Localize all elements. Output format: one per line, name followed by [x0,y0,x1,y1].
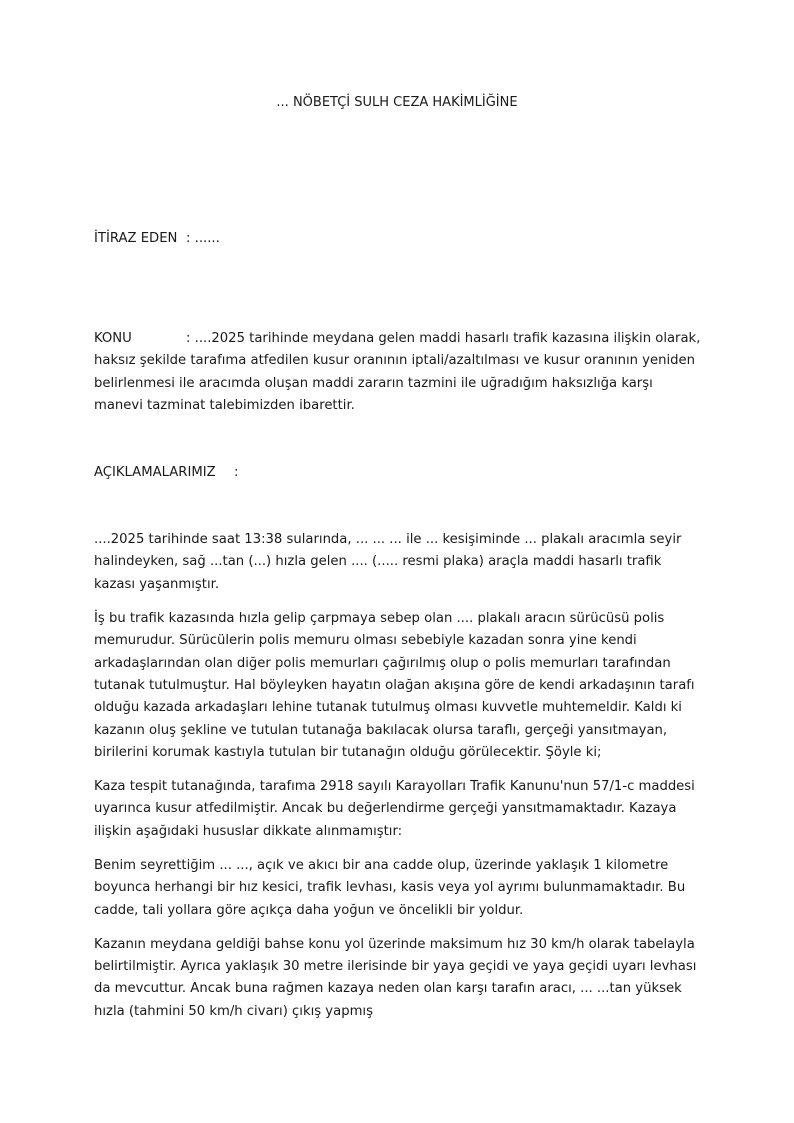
paragraph: İş bu trafik kazasında hızla gelip çarpmaya sebep olan .... plakalı aracın sürücüsü polis memurudur. Sürücülerin polis memuru olması sebebiyle kazadan sonra yine kendi arkadaşlarından olan diğer polis memurları çağırılmış olup o polis memurları tarafından tutanak tutulmuştur. Hal böyleyken hayatın olağan akışına göre de kendi arkadaşının tarafı olduğu kazada arkadaşları lehine tutanak tutulmuş olması kuvvetle muhtemeldir. Kaldı ki kazanın oluş şekline ve tutulan tutanağa bakılacak olursa taraflı, gerçeği yansıtmayan, birilerini korumak kastıyla tutulan bir tutanağın olduğu görülecektir. Şöyle ki; [94,610,695,761]
paragraph: ....2025 tarihinde saat 13:38 sularında, ... ... ... ile ... kesişiminde ... plakalı aracımla seyir halindeyken, sağ ...tan (...) hızla gelen .... (..... resmi plaka) araçla maddi hasarlı trafik kazası yaşanmıştır. [94,532,682,592]
konu-row [94,328,704,418]
document-body [94,529,706,1035]
aciklamalar-heading-row [94,462,238,484]
konu-text: : ....2025 tarihinde meydana gelen maddi hasarlı trafik kazasına ilişkin olarak, haksız şekilde tarafıma atfedilen kusur oranının iptali/azaltılması ve kusur oranının yeniden belirlenmesi ile aracımda oluşan maddi zararın tazmini ile uğradığım haksızlığa karşı manevi tazminat talebimizden ibarettir. [94,331,701,414]
aciklamalar-colon: : [234,465,239,480]
paragraph: Kaza tespit tutanağında, tarafıma 2918 sayılı Karayolları Trafik Kanunu'nun 57/1-c maddesi uyarınca kusur atfedilmiştir. Ancak bu değerlendirme gerçeği yansıtmamaktadır. Kazaya ilişkin aşağıdaki hususlar dikkate alınmamıştır: [94,779,695,839]
paragraph: Kazanın meydana geldiği bahse konu yol üzerinde maksimum hız 30 km/h olarak tabelayla belirtilmiştir. Ayrıca yaklaşık 30 metre ilerisinde bir yaya geçidi ve yaya geçidi uyarı levhası da mevcuttur. Ancak buna rağmen kazaya neden olan karşı tarafın aracı, ... ...tan yüksek hızla (tahmini 50 km/h civarı) çıkış yapmış [94,936,697,1019]
paragraph: Benim seyrettiğim ... ..., açık ve akıcı bir ana cadde olup, üzerinde yaklaşık 1 kilometre boyunca herhangi bir hız kesici, trafik levhası, kasis veya yol ayrımı bulunmamaktadır. Bu cadde, tali yollara göre açıkça daha yoğun ve öncelikli bir yoldur. [94,857,686,918]
document-title: ... NÖBETÇİ SULH CEZA HAKİMLİĞİNE [276,95,518,110]
itiraz-eden-row [94,228,220,250]
itiraz-eden-value: : ...... [186,231,220,246]
aciklamalar-heading: AÇIKLAMALARIMIZ [94,465,216,480]
itiraz-eden-label: İTİRAZ EDEN [94,231,178,246]
konu-label: KONU [94,331,132,346]
